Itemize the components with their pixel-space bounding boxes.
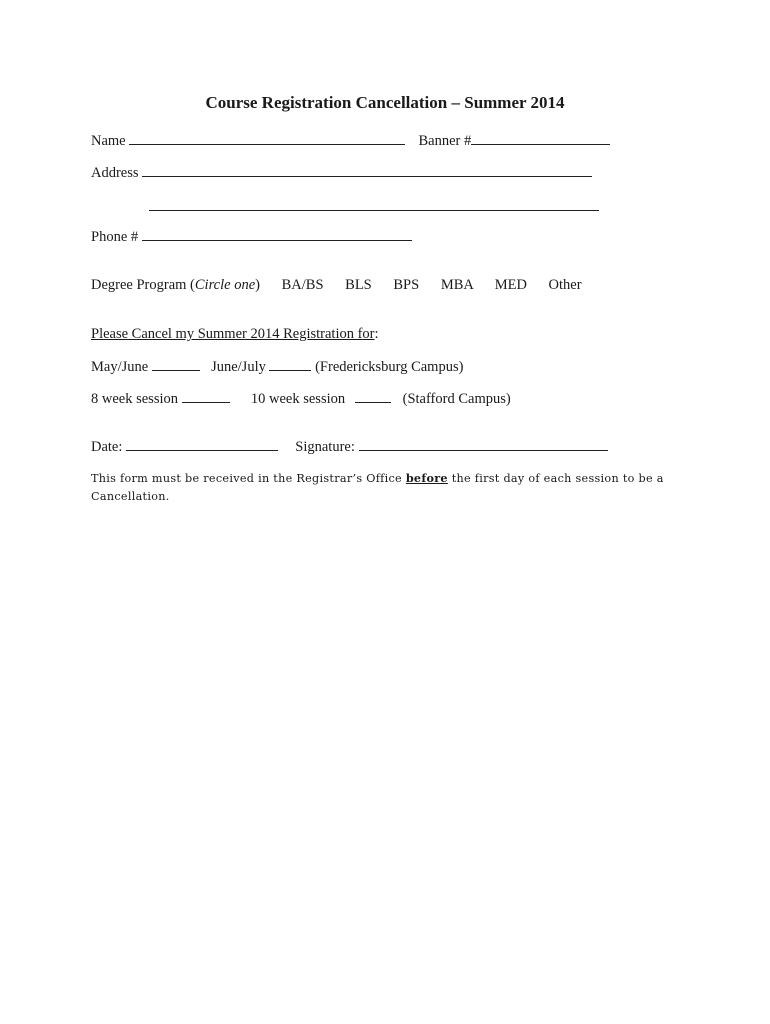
eight-week-field[interactable] <box>182 388 230 403</box>
fredericksburg-campus-label: (Fredericksburg Campus) <box>315 359 464 375</box>
signature-field[interactable] <box>359 436 608 451</box>
may-june-field[interactable] <box>152 356 200 371</box>
degree-option-med[interactable]: MED <box>494 277 527 293</box>
address-field-line2[interactable] <box>149 196 599 211</box>
address-label: Address <box>91 165 139 181</box>
june-july-field[interactable] <box>269 356 311 371</box>
name-row <box>91 130 610 151</box>
fredericksburg-row <box>91 356 463 377</box>
phone-label: Phone # <box>91 229 139 245</box>
degree-option-mba[interactable]: MBA <box>440 277 474 293</box>
degree-option-other[interactable]: Other <box>548 277 582 293</box>
degree-program-label: Degree Program (Circle one) <box>91 277 260 293</box>
date-signature-row <box>91 436 608 457</box>
date-field[interactable] <box>126 436 278 451</box>
name-field[interactable] <box>129 130 405 145</box>
degree-option-bps[interactable]: BPS <box>393 277 420 293</box>
eight-week-label: 8 week session <box>91 391 178 407</box>
date-label: Date: <box>91 439 123 455</box>
submission-note <box>91 469 681 506</box>
degree-option-ba-bs[interactable]: BA/BS <box>281 277 324 293</box>
ten-week-label: 10 week session <box>250 391 346 407</box>
banner-label: Banner # <box>418 133 472 149</box>
note-text-end: the first day of each session to be a Cancellation. <box>91 472 664 503</box>
degree-program-row <box>91 275 582 295</box>
stafford-campus-label: (Stafford Campus) <box>402 391 511 407</box>
ten-week-field[interactable] <box>355 388 391 403</box>
phone-field[interactable] <box>142 226 412 241</box>
cancel-heading-row <box>91 324 379 344</box>
address-field-line1[interactable] <box>142 162 592 177</box>
banner-field[interactable] <box>471 130 610 145</box>
signature-label: Signature: <box>295 439 355 455</box>
stafford-row <box>91 388 511 409</box>
address-row-2 <box>149 196 599 217</box>
phone-row <box>91 226 412 247</box>
form-title: Course Registration Cancellation – Summer 2014 <box>205 93 565 112</box>
cancel-heading-colon: : <box>374 326 379 342</box>
note-emphasis: before <box>405 471 448 485</box>
address-row <box>91 162 592 183</box>
note-text-start: This form must be received in the Registrar’s Office <box>91 472 406 485</box>
cancel-heading: Please Cancel my Summer 2014 Registration for <box>91 326 375 342</box>
may-june-label: May/June <box>91 359 149 375</box>
june-july-label: June/July <box>211 359 266 375</box>
degree-option-bls[interactable]: BLS <box>345 277 372 293</box>
name-label: Name <box>91 133 126 149</box>
